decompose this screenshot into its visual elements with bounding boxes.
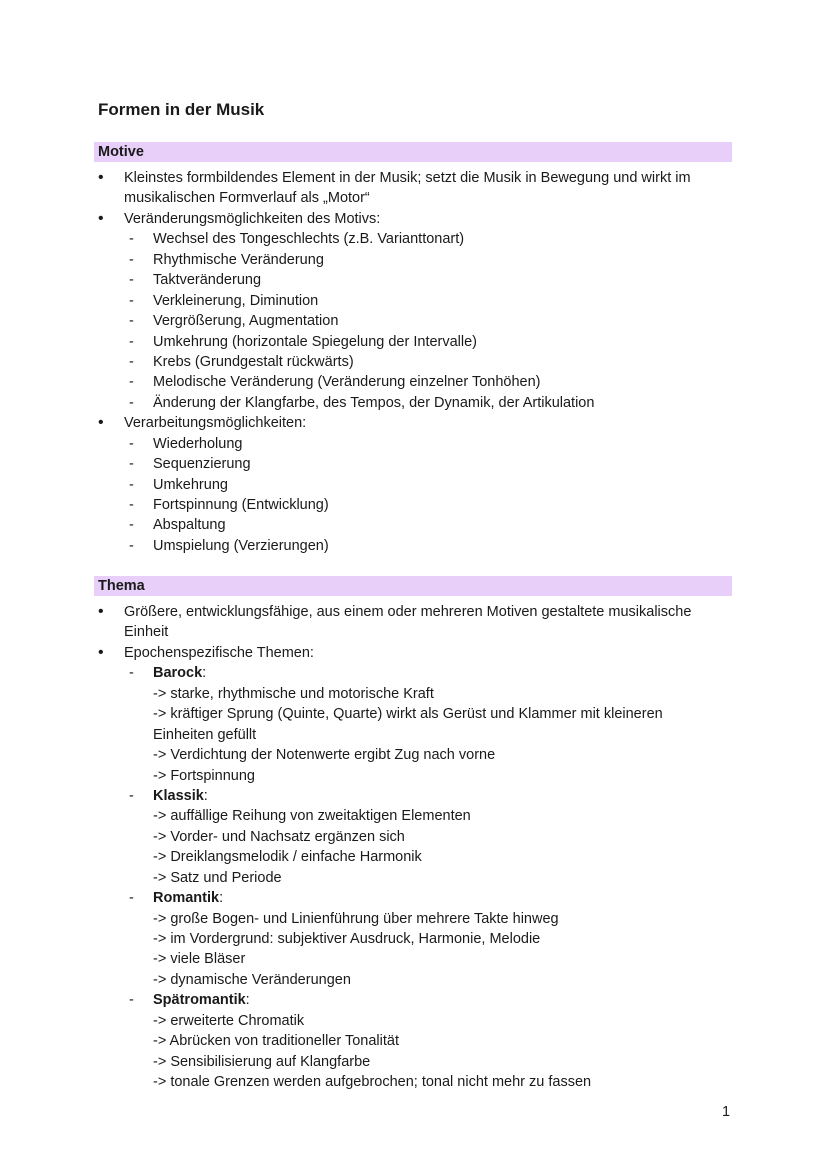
list-item: [0, 495, 828, 515]
bullet-marker: •: [98, 169, 104, 186]
list-item-text: [153, 786, 208, 806]
list-item-text: Einheit: [124, 624, 169, 641]
epoch-label: Spätromantik: [153, 992, 246, 1009]
list-item: [0, 847, 828, 867]
list-item: [0, 745, 828, 765]
list-item-text: Sequenzierung: [153, 456, 251, 473]
section-heading: Thema: [94, 576, 732, 596]
list-item: [0, 352, 828, 372]
list-item: [0, 970, 828, 990]
list-item: [0, 868, 828, 888]
list-item-text: Umspielung (Verzierungen): [153, 537, 329, 554]
list-item: [0, 1072, 828, 1092]
dash-marker: -: [129, 435, 134, 452]
epoch-label: Romantik: [153, 890, 220, 907]
list-item: [0, 250, 828, 270]
list-item: [0, 888, 828, 908]
list-item-text: -> erweiterte Chromatik: [153, 1012, 305, 1029]
list-item-text: -> Fortspinnung: [153, 767, 255, 784]
list-item: [0, 725, 828, 745]
list-item: [0, 766, 828, 786]
list-item-text: Abspaltung: [153, 517, 226, 534]
dash-marker: -: [129, 231, 134, 248]
list-item: [0, 602, 828, 622]
list-item-text: -> auffällige Reihung von zweitaktigen Elementen: [153, 808, 471, 825]
dash-marker: -: [129, 787, 134, 804]
epoch-label: Barock: [153, 665, 203, 682]
page-title: Formen in der Musik: [98, 100, 265, 119]
list-item: [0, 663, 828, 683]
list-item-text: Kleinstes formbildendes Element in der Musik; setzt die Musik in Bewegung und wirkt im: [124, 170, 691, 186]
epoch-label: Klassik: [153, 787, 204, 804]
list-item: [0, 949, 828, 969]
list-item-text: [153, 888, 223, 908]
dash-marker: -: [129, 537, 134, 554]
list-item: [0, 332, 828, 352]
list-item: [0, 209, 828, 229]
list-item-text: -> Verdichtung der Notenwerte ergibt Zug nach vorne: [153, 747, 496, 764]
bullet-marker: •: [98, 414, 104, 432]
dash-marker: -: [129, 292, 134, 309]
bullet-marker: •: [98, 603, 104, 620]
list-item: [0, 393, 828, 413]
section-heading: Motive: [94, 142, 732, 162]
dash-marker: -: [129, 517, 134, 534]
list-item: [0, 622, 828, 642]
dash-marker: -: [129, 313, 134, 330]
list-item-text: Epochenspezifische Themen:: [124, 644, 314, 661]
list-item-text: Fortspinnung (Entwicklung): [153, 497, 329, 513]
list-item-text: -> tonale Grenzen werden aufgebrochen; tonal nicht mehr zu fassen: [153, 1074, 592, 1091]
list-item-text: Größere, entwicklungsfähige, aus einem oder mehreren Motiven gestaltete musikalische: [124, 604, 692, 620]
epoch-label-suffix: :: [203, 787, 208, 804]
list-item-text: -> kräftiger Sprung (Quinte, Quarte) wirkt als Gerüst und Klammer mit kleineren: [153, 706, 663, 723]
dash-marker: -: [129, 374, 134, 391]
section-lines: [0, 602, 828, 1093]
list-item: [0, 1011, 828, 1031]
bullet-marker: •: [98, 643, 104, 661]
list-item-text: -> viele Bläser: [153, 951, 246, 968]
list-item-text: -> Satz und Periode: [153, 869, 282, 886]
dash-marker: -: [129, 665, 134, 682]
list-item-text: Verkleinerung, Diminution: [153, 292, 319, 309]
list-item-text: -> im Vordergrund: subjektiver Ausdruck, Harmonie, Melodie: [153, 931, 541, 947]
section-lines: [0, 168, 828, 556]
list-item-text: -> Sensibilisierung auf Klangfarbe: [153, 1053, 371, 1070]
list-item: [0, 270, 828, 290]
dash-marker: -: [129, 456, 134, 473]
list-item-text: Einheiten gefüllt: [153, 726, 257, 743]
list-item: [0, 188, 828, 208]
list-item-text: Veränderungsmöglichkeiten des Motivs:: [124, 210, 381, 227]
list-item-text: [153, 663, 206, 683]
list-item: [0, 1052, 828, 1072]
list-item: [0, 806, 828, 826]
list-item: [0, 229, 828, 249]
list-item: [0, 684, 828, 704]
list-item: [0, 372, 828, 392]
list-item: [0, 475, 828, 495]
list-item: [0, 990, 828, 1010]
list-item: [0, 827, 828, 847]
bullet-marker: •: [98, 209, 104, 227]
list-item: [0, 909, 828, 929]
list-item: [0, 643, 828, 663]
list-item-text: Umkehrung (horizontale Spiegelung der Intervalle): [153, 333, 478, 350]
list-item-text: Änderung der Klangfarbe, des Tempos, der Dynamik, der Artikulation: [153, 394, 595, 411]
dash-marker: -: [129, 251, 134, 268]
list-item-text: -> starke, rhythmische und motorische Kraft: [153, 685, 434, 702]
dash-marker: -: [129, 992, 134, 1009]
dash-marker: -: [129, 353, 134, 370]
list-item-text: -> Dreiklangsmelodik / einfache Harmonik: [153, 849, 422, 866]
list-item: [0, 536, 828, 556]
epoch-label-suffix: :: [245, 992, 250, 1009]
list-item: [0, 704, 828, 724]
list-item: [0, 311, 828, 331]
list-item-text: [153, 990, 250, 1010]
list-item: [0, 434, 828, 454]
list-item: [0, 786, 828, 806]
list-item-text: Krebs (Grundgestalt rückwärts): [153, 353, 354, 370]
list-item: [0, 291, 828, 311]
epoch-label-suffix: :: [202, 665, 207, 682]
list-item-text: Umkehrung: [153, 476, 228, 493]
list-item: [0, 168, 828, 188]
dash-marker: -: [129, 333, 134, 350]
list-item: [0, 454, 828, 474]
dash-marker: -: [129, 497, 134, 513]
list-item-text: Rhythmische Veränderung: [153, 251, 324, 268]
list-item-text: -> dynamische Veränderungen: [153, 971, 351, 988]
list-item: [0, 1031, 828, 1051]
list-item: [0, 413, 828, 433]
list-item-text: Wiederholung: [153, 435, 243, 452]
list-item-text: musikalischen Formverlauf als „Motor“: [124, 190, 370, 207]
dash-marker: -: [129, 890, 134, 907]
list-item-text: -> Vorder- und Nachsatz ergänzen sich: [153, 828, 405, 845]
list-item-text: Verarbeitungsmöglichkeiten:: [124, 415, 307, 432]
epoch-label-suffix: :: [219, 890, 224, 907]
list-item-text: Wechsel des Tongeschlechts (z.B. Varianttonart): [153, 231, 465, 248]
dash-marker: -: [129, 476, 134, 493]
list-item-text: Taktveränderung: [153, 272, 262, 289]
list-item-text: -> große Bogen- und Linienführung über mehrere Takte hinweg: [153, 910, 559, 927]
list-item: [0, 515, 828, 535]
dash-marker: -: [129, 272, 134, 289]
list-item-text: Melodische Veränderung (Veränderung einzelner Tonhöhen): [153, 374, 541, 391]
list-item-text: -> Abrücken von traditioneller Tonalität: [153, 1033, 399, 1050]
page-number: 1: [722, 1104, 731, 1120]
dash-marker: -: [129, 394, 134, 411]
list-item: [0, 929, 828, 949]
list-item-text: Vergrößerung, Augmentation: [153, 313, 339, 330]
